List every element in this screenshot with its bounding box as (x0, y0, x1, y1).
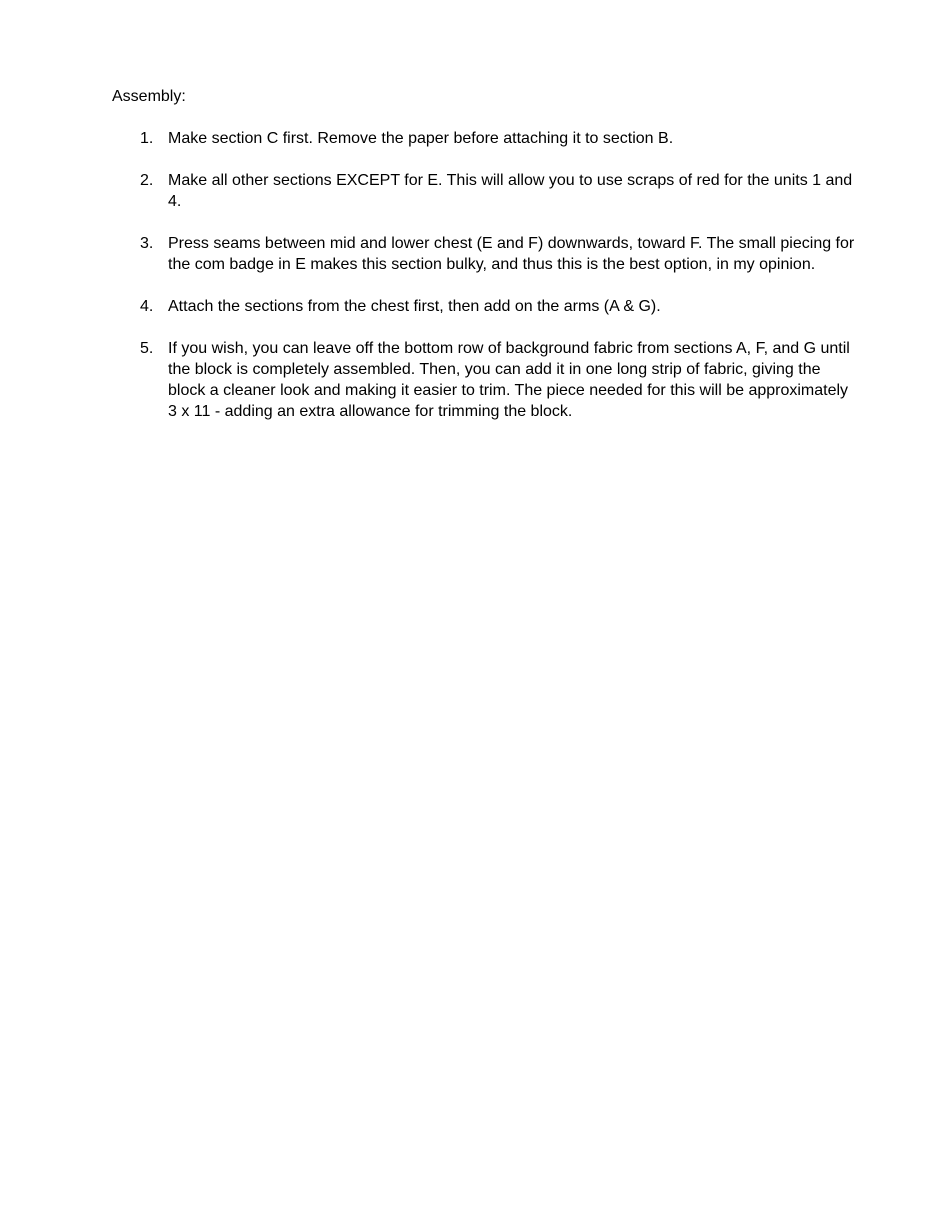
step-text: Make section C first. Remove the paper before attaching it to section B. (168, 130, 674, 147)
step-text: If you wish, you can leave off the bottom row of background fabric from sections A, F, and G until the block is completely assembled. Then, you can add it in one long strip of fabric, giving the block a cleaner look and making it easier to trim. The piece needed for this will be approximately 3 x 11 - adding an extra allowance for trimming the block. (168, 340, 850, 420)
step-text: Attach the sections from the chest first, then add on the arms (A & G). (168, 298, 661, 315)
step-number: 1. (140, 130, 154, 147)
step-number: 4. (140, 298, 154, 315)
step-text: Make all other sections EXCEPT for E. This will allow you to use scraps of red for the units 1 and 4. (168, 172, 853, 210)
step-number: 5. (140, 340, 154, 357)
step-number: 2. (140, 172, 154, 189)
assembly-steps-list (140, 128, 855, 443)
list-item-step-1 (140, 128, 855, 149)
list-item-step-5 (140, 338, 855, 422)
list-item-step-4 (140, 296, 855, 317)
step-text: Press seams between mid and lower chest (E and F) downwards, toward F. The small piecing for the com badge in E makes this section bulky, and thus this is the best option, in my opinion. (168, 235, 855, 273)
step-number: 3. (140, 235, 154, 252)
list-item-step-3 (140, 233, 855, 275)
section-heading: Assembly: (112, 88, 186, 105)
list-item-step-2 (140, 170, 855, 212)
